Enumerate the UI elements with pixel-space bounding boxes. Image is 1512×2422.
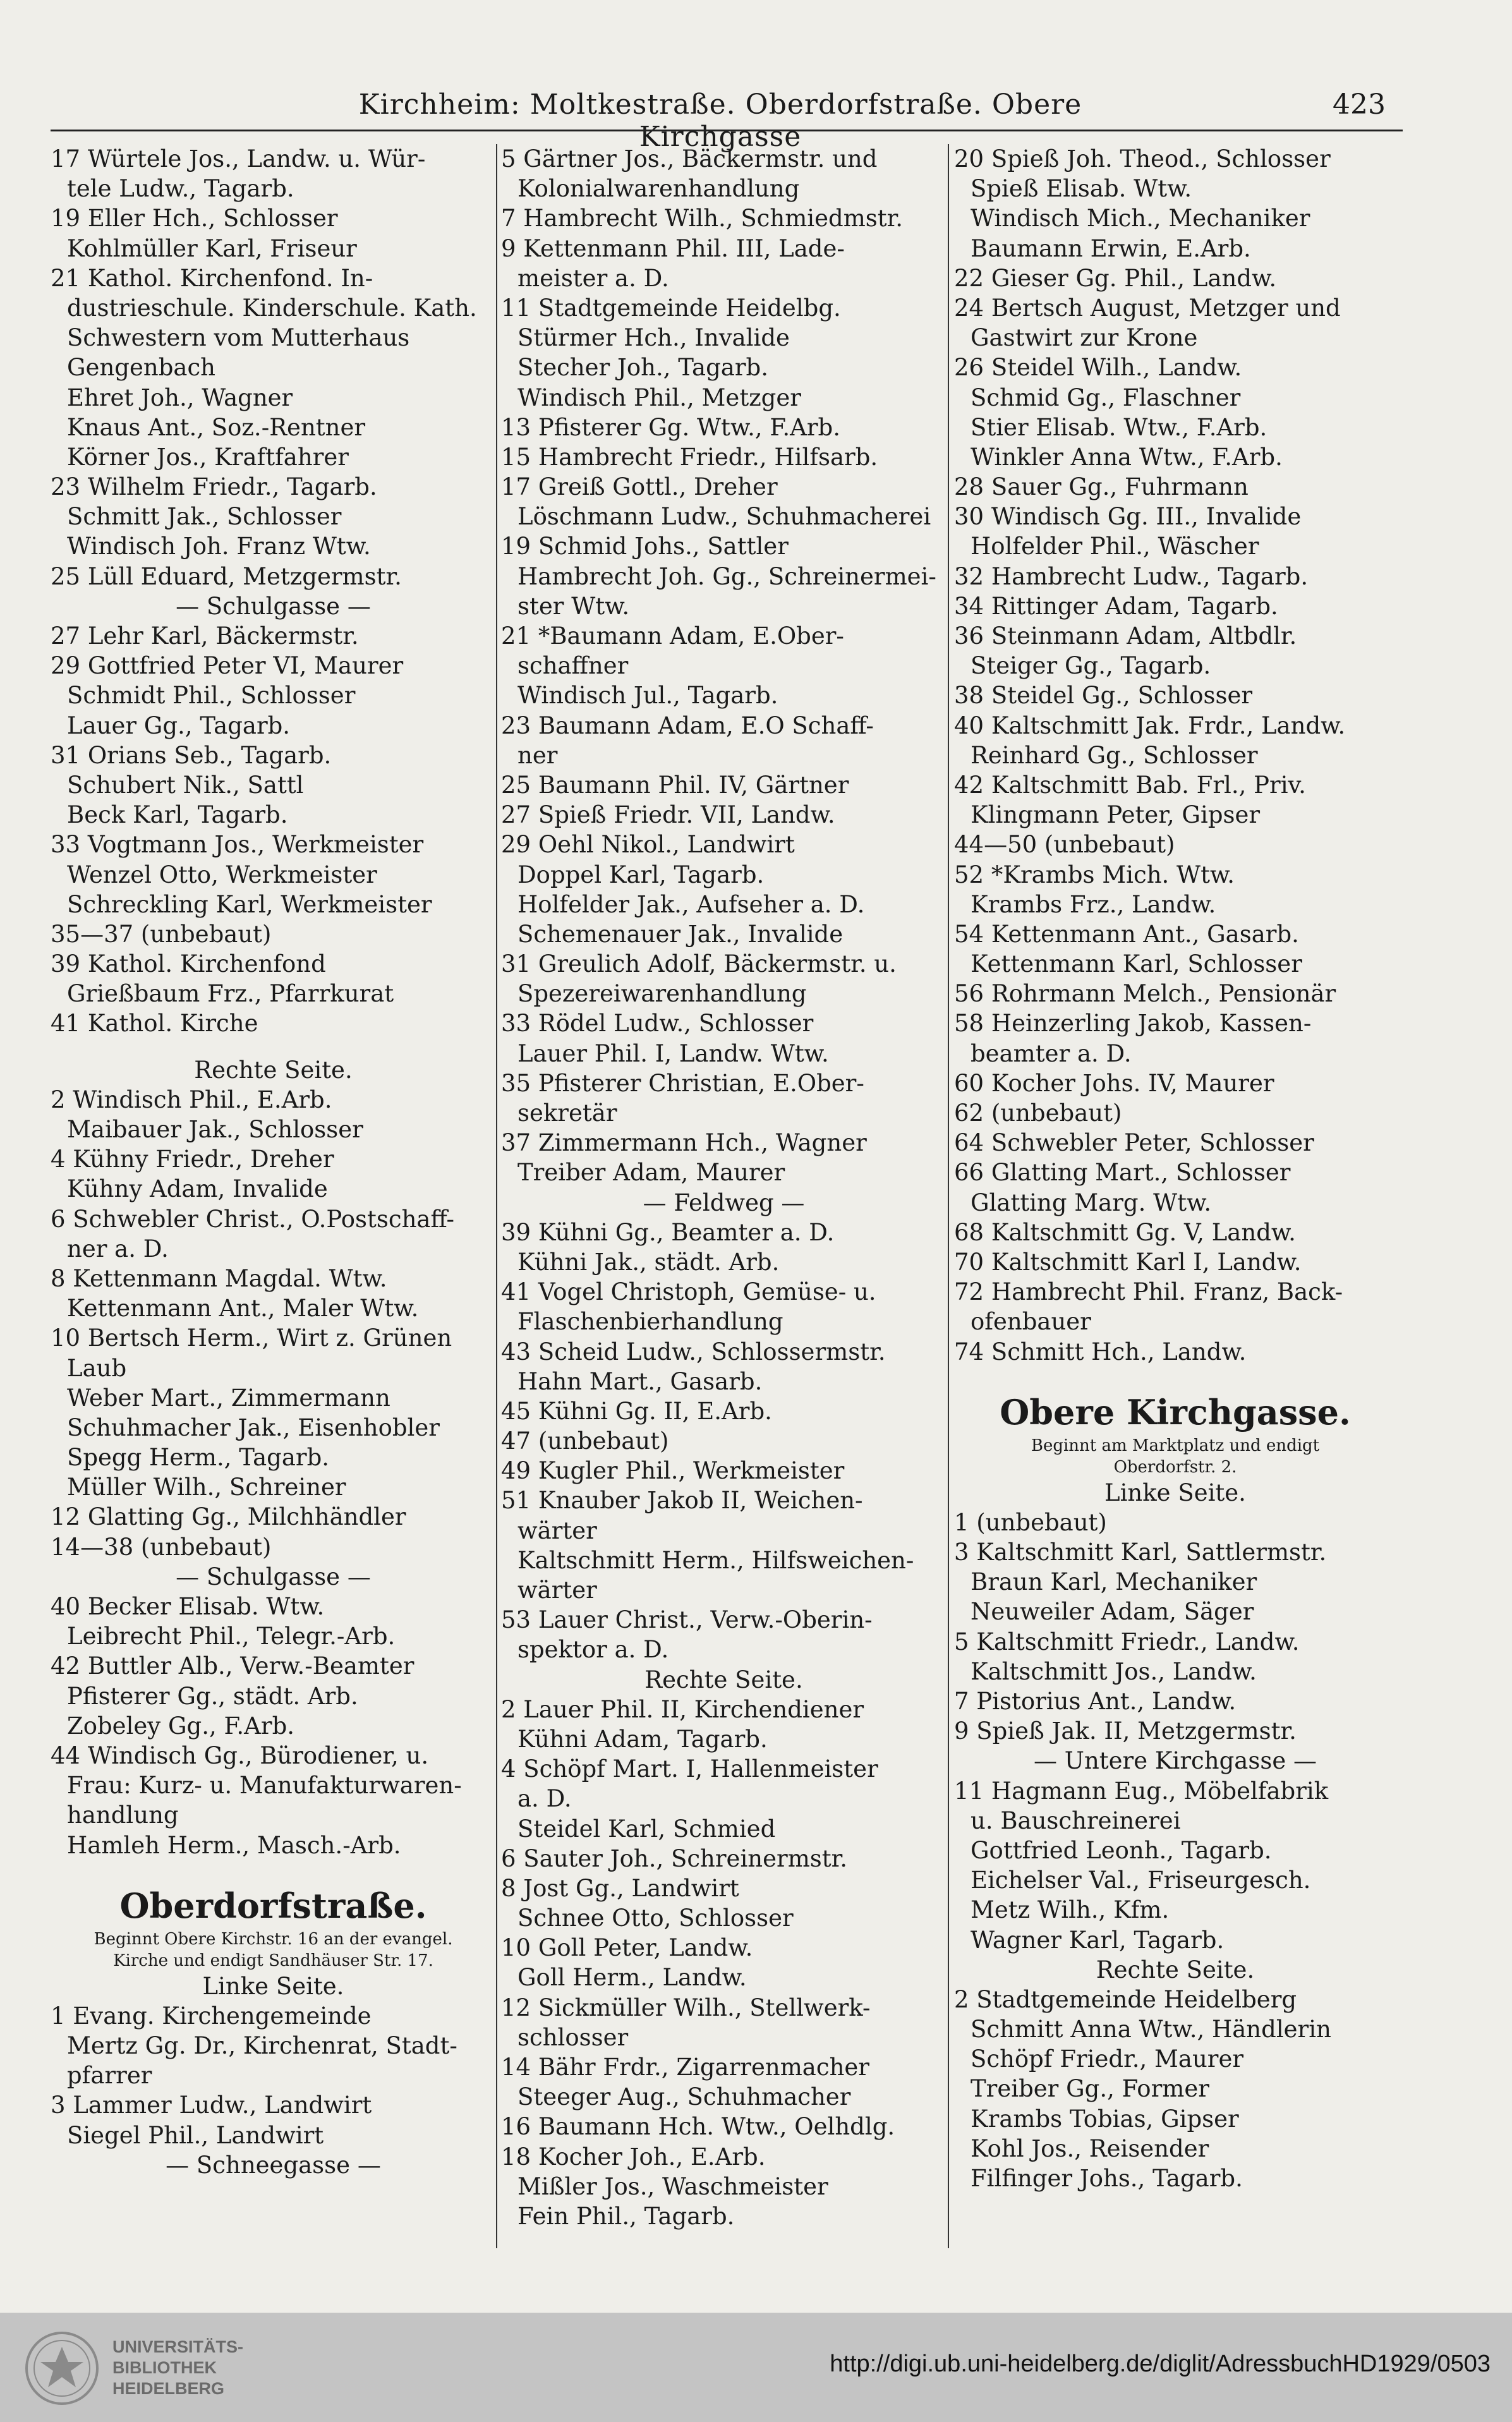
resident-entry: Lauer Gg., Tagarb. [67,711,291,739]
resident-entry: Windisch Joh. Franz Wtw. [67,533,371,560]
resident-entry: Beck Karl, Tagarb. [67,801,288,829]
resident-entry: Reinhard Gg., Schlosser [971,741,1258,769]
resident-entry: Goll Herm., Landw. [517,1964,747,1992]
resident-entry: Körner Jos., Kraftfahrer [67,443,349,471]
resident-entry: Neuweiler Adam, Säger [971,1598,1254,1626]
resident-entry: Mertz Gg. Dr., Kirchenrat, Stadt- [67,2032,457,2060]
directory-entry: 45 Kühni Gg. II, E.Arb. [501,1397,772,1425]
resident-entry: Müller Wilh., Schreiner [67,1474,346,1501]
resident-entry: Leibrecht Phil., Telegr.-Arb. [67,1623,396,1650]
directory-entry: 17 Würtele Jos., Landw. u. Wür- [51,145,426,173]
resident-entry: Steeger Aug., Schuhmacher [517,2083,851,2111]
directory-entry: 39 Kathol. Kirchenfond [51,950,326,978]
resident-entry: Filfinger Johs., Tagarb. [971,2165,1243,2192]
resident-entry: Gottfried Leonh., Tagarb. [971,1836,1272,1864]
directory-entry: 2 Lauer Phil. II, Kirchendiener [501,1695,864,1723]
directory-entry: 17 Greiß Gottl., Dreher [501,473,778,501]
directory-entry: 15 Hambrecht Friedr., Hilfsarb. [501,443,878,471]
directory-entry: 10 Goll Peter, Landw. [501,1934,753,1962]
resident-entry: schlosser [517,2023,629,2051]
resident-entry: Lauer Phil. I, Landw. Wtw. [517,1039,829,1067]
directory-entry: 41 Kathol. Kirche [51,1010,258,1038]
section-heading: — Schulgasse — [176,1563,371,1590]
directory-entry: 42 Kaltschmitt Bab. Frl., Priv. [954,771,1306,799]
resident-entry: Zobeley Gg., F.Arb. [67,1712,295,1740]
directory-entry: 37 Zimmermann Hch., Wagner [501,1129,867,1157]
directory-entry: 74 Schmitt Hch., Landw. [954,1338,1247,1365]
resident-entry: tele Ludw., Tagarb. [67,175,294,203]
directory-entry: 39 Kühni Gg., Beamter a. D. [501,1218,835,1246]
resident-entry: Kühni Jak., städt. Arb. [517,1248,780,1276]
column-divider [948,144,949,2248]
resident-entry: Windisch Phil., Metzger [517,384,801,411]
directory-entry: 21 *Baumann Adam, E.Ober- [501,622,844,650]
directory-entry: 40 Kaltschmitt Jak. Frdr., Landw. [954,711,1346,739]
resident-entry: Holfelder Phil., Wäscher [971,533,1259,560]
directory-entry: 5 Gärtner Jos., Bäckermstr. und [501,145,878,173]
resident-entry: spektor a. D. [517,1636,669,1664]
directory-entry: 40 Becker Elisab. Wtw. [51,1593,325,1620]
resident-entry: Hahn Mart., Gasarb. [517,1367,763,1395]
resident-entry: Pfisterer Gg., städt. Arb. [67,1682,358,1710]
section-heading: Rechte Seite. [644,1666,803,1693]
resident-entry: Steidel Karl, Schmied [517,1815,776,1843]
resident-entry: Weber Mart., Zimmermann [67,1384,390,1412]
resident-entry: Braun Karl, Mechaniker [971,1568,1257,1596]
resident-entry: Grießbaum Frz., Pfarrkurat [67,980,394,1008]
section-heading: — Untere Kirchgasse — [1034,1747,1317,1775]
resident-entry: Schmitt Anna Wtw., Händlerin [971,2016,1331,2044]
resident-entry: Kühny Adam, Invalide [67,1175,328,1203]
resident-entry: Kettenmann Ant., Maler Wtw. [67,1295,419,1323]
section-heading: — Schneegasse — [166,2151,381,2179]
spacer [51,1039,496,1055]
resident-entry: Löschmann Ludw., Schuhmacherei [517,503,931,531]
source-url-link[interactable]: http://digi.ub.uni-heidelberg.de/diglit/AdressbuchHD1929/0503 [830,2351,1491,2377]
directory-entry: 11 Stadtgemeinde Heidelbg. [501,294,841,322]
resident-entry: Schnee Otto, Schlosser [517,1904,794,1932]
resident-entry: Wenzel Otto, Werkmeister [67,861,377,888]
street-description: Beginnt Obere Kirchstr. 16 an der evangel. [94,1929,453,1949]
resident-entry: ner [517,741,558,769]
resident-entry: Treiber Adam, Maurer [517,1159,785,1187]
resident-entry: Siegel Phil., Landwirt [67,2121,324,2149]
directory-entry: 13 Pfisterer Gg. Wtw., F.Arb. [501,413,840,441]
resident-entry: Gengenbach [67,354,215,382]
library-footer [0,2313,1512,2422]
spacer [954,1367,1396,1383]
directory-entry: 30 Windisch Gg. III., Invalide [954,503,1302,531]
resident-entry: Flaschenbierhandlung [517,1308,783,1336]
directory-entry: 5 Kaltschmitt Friedr., Landw. [954,1628,1300,1656]
directory-entry: 72 Hambrecht Phil. Franz, Back- [954,1278,1343,1306]
resident-entry: Wagner Karl, Tagarb. [971,1926,1225,1954]
directory-entry: 12 Sickmüller Wilh., Stellwerk- [501,1994,871,2021]
section-heading: Rechte Seite. [194,1056,353,1084]
directory-entry: 44—50 (unbebaut) [954,831,1175,859]
resident-entry: wärter [517,1577,597,1604]
directory-entry: 53 Lauer Christ., Verw.-Oberin- [501,1606,873,1634]
directory-entry: 7 Hambrecht Wilh., Schmiedmstr. [501,205,904,233]
resident-entry: a. D. [517,1785,572,1813]
directory-entry: 29 Oehl Nikol., Landwirt [501,831,795,859]
directory-entry: 60 Kocher Johs. IV, Maurer [954,1069,1274,1097]
directory-entry: 51 Knauber Jakob II, Weichen- [501,1487,863,1515]
resident-entry: Hamleh Herm., Masch.-Arb. [67,1831,401,1859]
directory-entry: 42 Buttler Alb., Verw.-Beamter [51,1652,414,1680]
resident-entry: Kohlmüller Karl, Friseur [67,234,357,262]
resident-entry: u. Bauschreinerei [971,1807,1181,1834]
resident-entry: Schmitt Jak., Schlosser [67,503,342,531]
library-name [112,2337,243,2399]
resident-entry: meister a. D. [517,264,669,292]
resident-entry: Krambs Tobias, Gipser [971,2105,1239,2133]
resident-entry: Windisch Jul., Tagarb. [517,682,778,710]
column-divider [496,144,497,2248]
resident-entry: Schuhmacher Jak., Eisenhobler [67,1414,440,1441]
directory-entry: 31 Orians Seb., Tagarb. [51,741,332,769]
directory-entry: 1 (unbebaut) [954,1508,1107,1536]
directory-entry: 19 Eller Hch., Schlosser [51,205,338,233]
resident-entry: Doppel Karl, Tagarb. [517,861,765,888]
directory-entry: 16 Baumann Hch. Wtw., Oelhdlg. [501,2113,895,2141]
directory-entry: 9 Kettenmann Phil. III, Lade- [501,234,845,262]
resident-entry: Kaltschmitt Herm., Hilfsweichen- [517,1546,914,1574]
street-title: Oberdorfstraße. [119,1885,427,1926]
resident-entry: Stecher Joh., Tagarb. [517,354,768,382]
resident-entry: Knaus Ant., Soz.-Rentner [67,413,366,441]
resident-entry: Laub [67,1354,127,1382]
resident-entry: Schwestern vom Mutterhaus [67,324,410,352]
resident-entry: Stier Elisab. Wtw., F.Arb. [971,413,1267,441]
directory-entry: 38 Steidel Gg., Schlosser [954,682,1253,710]
street-title: Obere Kirchgasse. [1000,1391,1351,1432]
directory-entry: 64 Schwebler Peter, Schlosser [954,1129,1314,1157]
directory-entry: 33 Rödel Ludw., Schlosser [501,1010,814,1038]
resident-entry: Schreckling Karl, Werkmeister [67,890,432,918]
directory-entry: 4 Kühny Friedr., Dreher [51,1146,334,1173]
resident-entry: beamter a. D. [971,1039,1132,1067]
resident-entry: ster Wtw. [517,592,630,620]
directory-entry: 70 Kaltschmitt Karl I, Landw. [954,1248,1302,1276]
resident-entry: Treiber Gg., Former [971,2075,1209,2103]
directory-entry: 27 Lehr Karl, Bäckermstr. [51,622,359,650]
directory-entry: 10 Bertsch Herm., Wirt z. Grünen [51,1324,452,1352]
directory-entry: 14—38 (unbebaut) [51,1533,272,1561]
directory-entry: 24 Bertsch August, Metzger und [954,294,1341,322]
directory-entry: 22 Gieser Gg. Phil., Landw. [954,264,1277,292]
resident-entry: Hambrecht Joh. Gg., Schreinermei- [517,562,936,590]
directory-entry: 11 Hagmann Eug., Möbelfabrik [954,1777,1329,1805]
header-rule [51,130,1403,131]
resident-entry: wärter [517,1517,597,1544]
resident-entry: Maibauer Jak., Schlosser [67,1116,363,1143]
directory-entry: 44 Windisch Gg., Bürodiener, u. [51,1741,429,1769]
resident-entry: Schöpf Friedr., Maurer [971,2045,1244,2073]
resident-entry: schaffner [517,652,629,680]
column-right [954,144,1396,2193]
resident-entry: Klingmann Peter, Gipser [971,801,1261,829]
directory-entry: 2 Stadtgemeinde Heidelberg [954,1985,1297,2013]
resident-entry: Kohl Jos., Reisender [971,2134,1209,2162]
resident-entry: Schmid Gg., Flaschner [971,384,1241,411]
directory-entry: 3 Lammer Ludw., Landwirt [51,2092,372,2119]
directory-entry: 8 Jost Gg., Landwirt [501,1874,739,1902]
directory-entry: 29 Gottfried Peter VI, Maurer [51,652,404,680]
resident-entry: sekretär [517,1099,617,1127]
section-heading: Linke Seite. [1104,1479,1246,1506]
directory-entry: 19 Schmid Johs., Sattler [501,533,789,560]
resident-entry: Metz Wilh., Kfm. [971,1896,1170,1924]
directory-entry: 20 Spieß Joh. Theod., Schlosser [954,145,1331,173]
directory-entry: 26 Steidel Wilh., Landw. [954,354,1242,382]
directory-entry: 43 Scheid Ludw., Schlossermstr. [501,1338,886,1365]
resident-entry: Krambs Frz., Landw. [971,890,1216,918]
resident-entry: pfarrer [67,2062,152,2090]
resident-entry: Gastwirt zur Krone [971,324,1198,352]
directory-entry: 2 Windisch Phil., E.Arb. [51,1086,332,1113]
resident-entry: Winkler Anna Wtw., F.Arb. [971,443,1283,471]
university-seal-icon [24,2330,100,2406]
directory-entry: 25 Baumann Phil. IV, Gärtner [501,771,849,799]
resident-entry: Kettenmann Karl, Schlosser [971,950,1302,978]
resident-entry: Ehret Joh., Wagner [67,384,293,411]
resident-entry: Schemenauer Jak., Invalide [517,920,844,948]
directory-entry: 31 Greulich Adolf, Bäckermstr. u. [501,950,897,978]
resident-entry: Schubert Nik., Sattl [67,771,304,799]
directory-entry: 47 (unbebaut) [501,1427,669,1455]
directory-entry: 27 Spieß Friedr. VII, Landw. [501,801,835,829]
resident-entry: Spegg Herm., Tagarb. [67,1444,330,1472]
street-description: Oberdorfstr. 2. [1113,1457,1237,1477]
directory-entry: 28 Sauer Gg., Fuhrmann [954,473,1249,501]
directory-entry: 35 Pfisterer Christian, E.Ober- [501,1069,864,1097]
directory-entry: 3 Kaltschmitt Karl, Sattlermstr. [954,1539,1327,1566]
directory-entry: 25 Lüll Eduard, Metzgermstr. [51,562,402,590]
resident-entry: Kolonialwarenhandlung [517,175,800,203]
directory-entry: 14 Bähr Frdr., Zigarrenmacher [501,2054,869,2081]
resident-entry: Schmidt Phil., Schlosser [67,682,356,710]
resident-entry: dustrieschule. Kinderschule. Kath. [67,294,477,322]
page-number: 423 [1333,88,1386,121]
resident-entry: Spezereiwarenhandlung [517,980,807,1008]
running-header: Kirchheim: Moltkestraße. Oberdorfstraße. Obere Kirchgasse [358,88,1082,153]
resident-entry: Eichelser Val., Friseurgesch. [971,1867,1311,1894]
library-name-line: HEIDELBERG [112,2379,225,2398]
directory-entry: 52 *Krambs Mich. Wtw. [954,861,1235,888]
resident-entry: Kühni Adam, Tagarb. [517,1725,768,1753]
resident-entry: Holfelder Jak., Aufseher a. D. [517,890,865,918]
directory-entry: 1 Evang. Kirchengemeinde [51,2002,372,2030]
resident-entry: Stürmer Hch., Invalide [517,324,790,352]
library-name-line: BIBLIOTHEK [112,2358,217,2377]
directory-entry: 18 Kocher Joh., E.Arb. [501,2143,766,2171]
resident-entry: ofenbauer [971,1308,1091,1336]
section-heading: — Schulgasse — [176,592,371,620]
resident-entry: Glatting Marg. Wtw. [971,1189,1212,1216]
resident-entry: Spieß Elisab. Wtw. [971,175,1192,203]
directory-entry: 68 Kaltschmitt Gg. V, Landw. [954,1218,1296,1246]
section-heading: Rechte Seite. [1096,1956,1255,1983]
spacer [51,1860,496,1877]
directory-entry: 35—37 (unbebaut) [51,920,272,948]
library-name-line: UNIVERSITÄTS- [112,2337,244,2356]
street-description: Kirche und endigt Sandhäuser Str. 17. [113,1951,433,1970]
directory-entry: 62 (unbebaut) [954,1099,1122,1127]
directory-entry: 23 Baumann Adam, E.O Schaff- [501,711,874,739]
resident-entry: ner a. D. [67,1235,169,1262]
directory-entry: 49 Kugler Phil., Werkmeister [501,1457,845,1485]
resident-entry: Baumann Erwin, E.Arb. [971,234,1251,262]
directory-entry: 9 Spieß Jak. II, Metzgermstr. [954,1717,1297,1745]
directory-entry: 58 Heinzerling Jakob, Kassen- [954,1010,1312,1038]
resident-entry: handlung [67,1801,179,1829]
directory-entry: 32 Hambrecht Ludw., Tagarb. [954,562,1309,590]
resident-entry: Mißler Jos., Waschmeister [517,2172,828,2200]
column-middle [501,144,947,2231]
directory-entry: 36 Steinmann Adam, Altbdlr. [954,622,1297,650]
directory-entry: 21 Kathol. Kirchenfond. In- [51,264,373,292]
directory-entry: 23 Wilhelm Friedr., Tagarb. [51,473,377,501]
directory-entry: 6 Schwebler Christ., O.Postschaff- [51,1205,454,1233]
directory-entry: 54 Kettenmann Ant., Gasarb. [954,920,1299,948]
directory-entry: 7 Pistorius Ant., Landw. [954,1688,1237,1715]
directory-entry: 34 Rittinger Adam, Tagarb. [954,592,1278,620]
directory-entry: 8 Kettenmann Magdal. Wtw. [51,1264,387,1292]
directory-entry: 33 Vogtmann Jos., Werkmeister [51,831,424,859]
directory-entry: 56 Rohrmann Melch., Pensionär [954,980,1336,1008]
section-heading: — Feldweg — [643,1189,805,1216]
directory-entry: 4 Schöpf Mart. I, Hallenmeister [501,1755,878,1783]
resident-entry: Kaltschmitt Jos., Landw. [971,1657,1257,1685]
resident-entry: Windisch Mich., Mechaniker [971,205,1310,233]
directory-entry: 41 Vogel Christoph, Gemüse- u. [501,1278,876,1306]
directory-entry: 12 Glatting Gg., Milchhändler [51,1503,406,1531]
directory-entry: 66 Glatting Mart., Schlosser [954,1159,1291,1187]
resident-entry: Frau: Kurz- u. Manufakturwaren- [67,1772,462,1800]
column-left [51,144,496,2180]
section-heading: Linke Seite. [202,1972,344,2000]
directory-entry: 6 Sauter Joh., Schreinermstr. [501,1844,848,1872]
resident-entry: Steiger Gg., Tagarb. [971,652,1211,680]
street-description: Beginnt am Marktplatz und endigt [1031,1436,1320,1455]
resident-entry: Fein Phil., Tagarb. [517,2202,735,2230]
